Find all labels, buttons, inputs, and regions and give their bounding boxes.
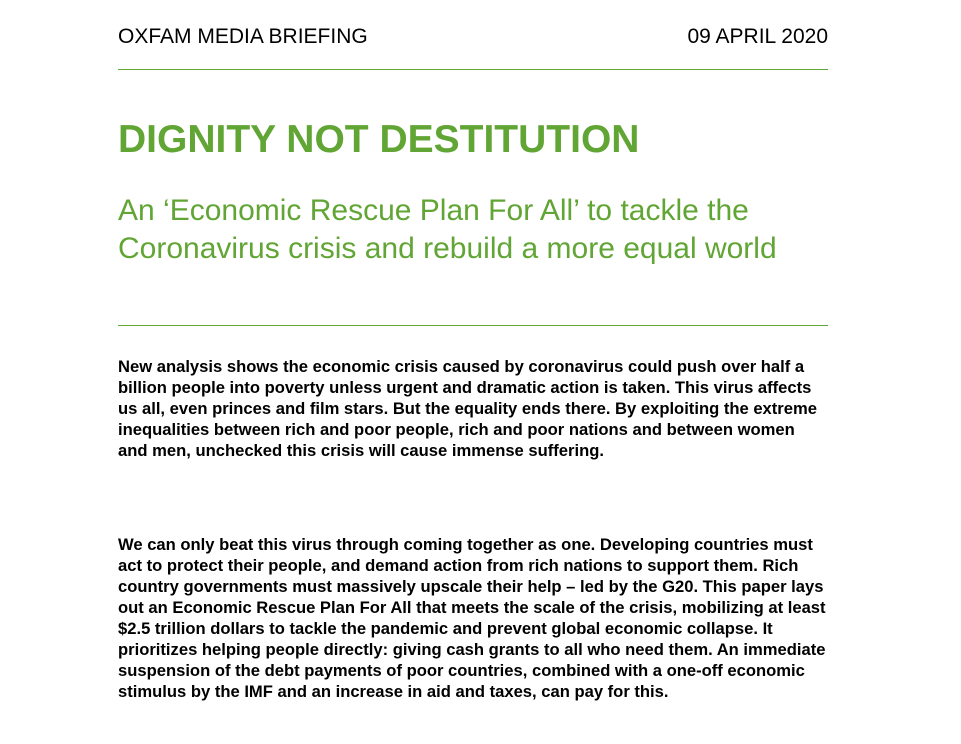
subtitle-divider: [118, 325, 828, 326]
document-subtitle: An ‘Economic Rescue Plan For All’ to tackle the Coronavirus crisis and rebuild a more equal world: [118, 194, 777, 265]
briefing-label: OXFAM MEDIA BRIEFING: [118, 25, 368, 48]
summary-paragraph: We can only beat this virus through coming together as one. Developing countries must act to protect their people, and demand action from rich nations to support them. Rich country governments must massively upscale their help – led by the G20. This paper lays out an Economic Rescue Plan For All that meets the scale of the crisis, mobilizing at least $2.5 trillion dollars to tackle the pandemic and prevent global economic collapse. It prioritizes helping people directly: giving cash grants to all who need them. An immediate suspension of the debt payments of poor countries, combined with a one-off economic stimulus by the IMF and an increase in aid and taxes, can pay for this.: [118, 535, 826, 701]
briefing-date: 09 APRIL 2020: [687, 25, 828, 48]
summary-paragraph: New analysis shows the economic crisis caused by coronavirus could push over half a billion people into poverty unless urgent and dramatic action is taken. This virus affects us all, even princes and film stars. But the equality ends there. By exploiting the extreme inequalities between rich and poor people, rich and poor nations and between women and men, unchecked this crisis will cause immense suffering.: [118, 357, 817, 460]
document-title: DIGNITY NOT DESTITUTION: [118, 118, 640, 161]
header-divider: [118, 69, 828, 70]
page-header: [118, 22, 828, 52]
